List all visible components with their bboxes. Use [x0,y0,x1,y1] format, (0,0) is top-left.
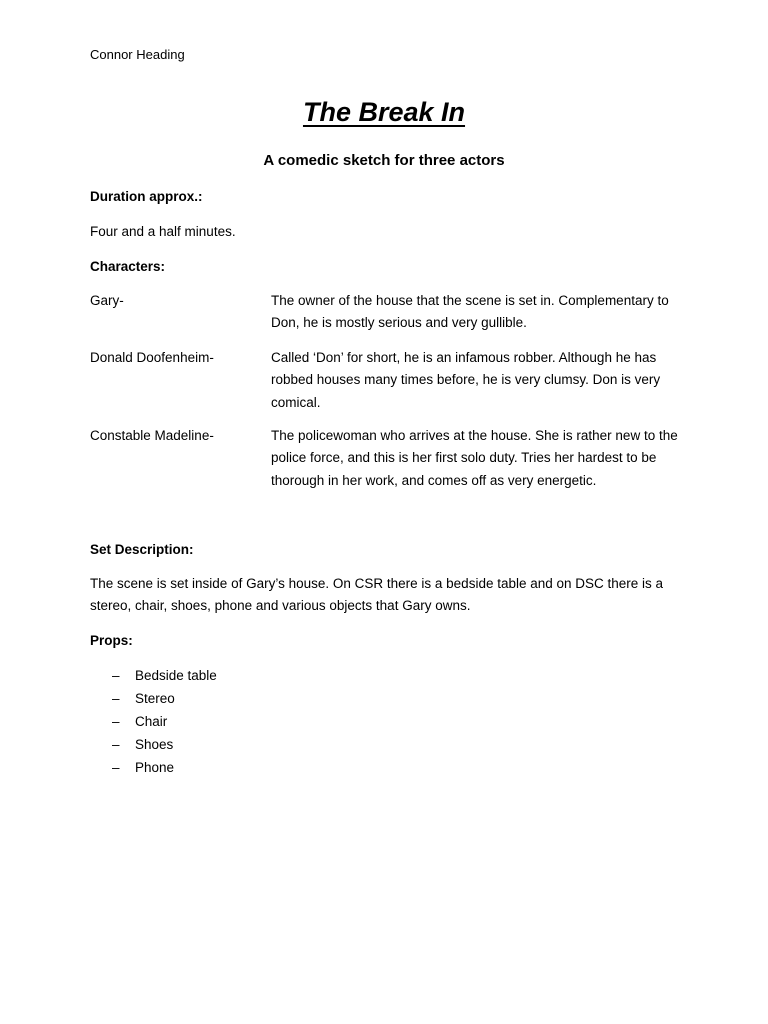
characters-heading: Characters: [90,259,166,274]
duration-heading: Duration approx.: [90,189,203,204]
set-description-text: The scene is set inside of Gary’s house. On CSR there is a bedside table and on DSC there is a stereo, chair, shoes, phone and various objects that Gary owns. [90,576,664,614]
list-dash: – [112,668,120,683]
character-description: The owner of the house that the scene is set in. Complementary to Don, he is mostly serious and very gullible. [271,293,669,331]
document-subtitle: A comedic sketch for three actors [263,152,505,169]
prop-label: Shoes [135,737,174,752]
list-dash: – [112,714,120,729]
character-name: Constable Madeline- [90,428,214,443]
list-dash: – [112,737,120,752]
character-name: Gary- [90,293,124,308]
character-description: The policewoman who arrives at the house. She is rather new to the police force, and this is her first solo duty. Tries her hardest to be thorough in her work, and comes off as very energetic. [271,428,678,488]
list-dash: – [112,760,120,775]
prop-label: Stereo [135,691,175,706]
document-title: The Break In [302,97,466,127]
props-heading: Props: [90,633,133,648]
author-name: Connor Heading [90,47,185,62]
prop-label: Bedside table [135,668,217,683]
list-dash: – [112,691,120,706]
set-description-heading: Set Description: [90,542,194,557]
prop-label: Chair [135,714,168,729]
character-name: Donald Doofenheim- [90,350,214,365]
prop-label: Phone [135,760,175,775]
duration-value: Four and a half minutes. [90,224,236,239]
character-description: Called ‘Don’ for short, he is an infamous robber. Although he has robbed houses many times before, he is very clumsy. Don is very comical. [271,350,661,410]
